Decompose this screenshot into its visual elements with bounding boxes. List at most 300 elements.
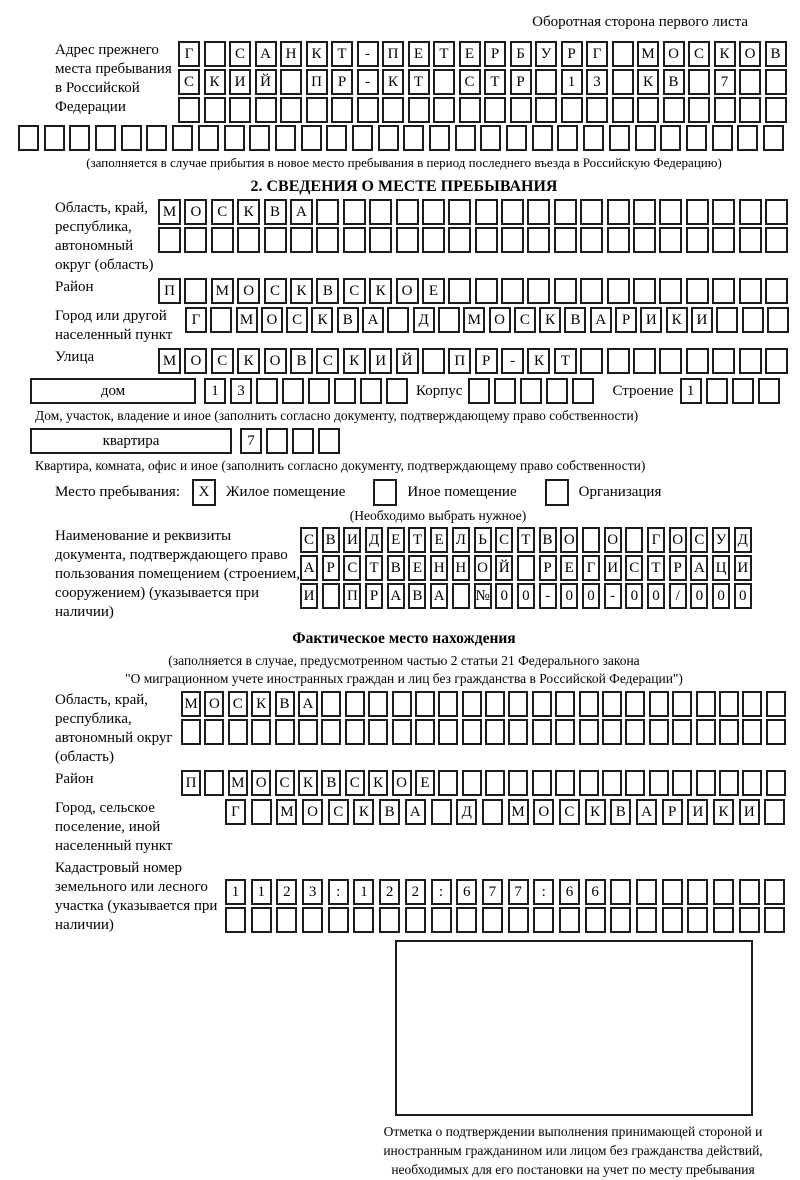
form-cell[interactable] [44, 125, 65, 151]
form-cell[interactable]: Н [280, 41, 302, 67]
form-cell[interactable] [764, 799, 785, 825]
form-cell[interactable] [635, 125, 656, 151]
form-cell[interactable]: А [300, 555, 318, 581]
form-cell[interactable]: 1 [561, 69, 583, 95]
form-cell[interactable] [532, 691, 552, 717]
form-cell[interactable]: П [306, 69, 328, 95]
form-cell[interactable]: И [739, 799, 760, 825]
form-cell[interactable]: Д [456, 799, 477, 825]
form-cell[interactable]: 3 [302, 879, 323, 905]
form-cell[interactable] [184, 278, 207, 304]
form-cell[interactable] [429, 125, 450, 151]
form-cell[interactable]: М [181, 691, 201, 717]
form-cell[interactable]: - [357, 41, 379, 67]
form-cell[interactable] [719, 691, 739, 717]
form-cell[interactable] [633, 278, 656, 304]
form-cell[interactable]: / [669, 583, 687, 609]
form-cell[interactable]: Б [510, 41, 532, 67]
form-cell[interactable] [369, 227, 392, 253]
form-cell[interactable] [422, 348, 445, 374]
form-cell[interactable] [484, 97, 506, 123]
form-cell[interactable] [660, 125, 681, 151]
form-cell[interactable]: С [690, 527, 708, 553]
form-cell[interactable]: К [343, 348, 366, 374]
form-cell[interactable] [659, 227, 682, 253]
form-cell[interactable] [719, 770, 739, 796]
form-cell[interactable]: 0 [625, 583, 643, 609]
form-cell[interactable]: С [211, 348, 234, 374]
form-cell[interactable] [546, 378, 568, 404]
form-cell[interactable] [510, 97, 532, 123]
form-cell[interactable] [602, 691, 622, 717]
form-cell[interactable] [686, 227, 709, 253]
form-cell[interactable] [659, 278, 682, 304]
form-cell[interactable] [326, 125, 347, 151]
form-cell[interactable]: Д [365, 527, 383, 553]
form-cell[interactable] [713, 879, 734, 905]
form-cell[interactable]: Ц [712, 555, 730, 581]
form-cell[interactable]: М [276, 799, 297, 825]
form-cell[interactable]: - [604, 583, 622, 609]
form-cell[interactable]: К [714, 41, 736, 67]
form-cell[interactable]: И [734, 555, 752, 581]
form-cell[interactable] [181, 719, 201, 745]
form-cell[interactable]: 6 [456, 879, 477, 905]
form-cell[interactable]: Л [452, 527, 470, 553]
form-cell[interactable]: О [237, 278, 260, 304]
form-cell[interactable] [178, 97, 200, 123]
form-cell[interactable] [448, 278, 471, 304]
form-cell[interactable] [280, 97, 302, 123]
form-cell[interactable]: С [559, 799, 580, 825]
form-cell[interactable]: Д [734, 527, 752, 553]
form-cell[interactable]: П [448, 348, 471, 374]
form-cell[interactable] [204, 41, 226, 67]
form-cell[interactable] [386, 378, 408, 404]
form-cell[interactable]: Н [430, 555, 448, 581]
form-cell[interactable] [625, 770, 645, 796]
form-cell[interactable] [228, 719, 248, 745]
form-cell[interactable]: О [560, 527, 578, 553]
form-cell[interactable]: А [290, 199, 313, 225]
form-cell[interactable] [609, 125, 630, 151]
form-cell[interactable] [405, 907, 426, 933]
form-cell[interactable] [18, 125, 39, 151]
form-cell[interactable]: В [264, 199, 287, 225]
form-cell[interactable] [612, 41, 634, 67]
form-cell[interactable]: М [211, 278, 234, 304]
form-cell[interactable]: К [527, 348, 550, 374]
form-cell[interactable]: 0 [495, 583, 513, 609]
form-cell[interactable] [422, 227, 445, 253]
form-cell[interactable]: С [178, 69, 200, 95]
form-cell[interactable] [572, 378, 594, 404]
form-cell[interactable]: Г [225, 799, 246, 825]
form-cell[interactable] [535, 69, 557, 95]
form-cell[interactable]: Г [586, 41, 608, 67]
form-cell[interactable]: Т [408, 69, 430, 95]
form-cell[interactable] [696, 719, 716, 745]
form-cell[interactable] [485, 719, 505, 745]
form-cell[interactable]: М [637, 41, 659, 67]
form-cell[interactable]: С [328, 799, 349, 825]
form-cell[interactable] [765, 97, 787, 123]
form-cell[interactable] [662, 879, 683, 905]
form-cell[interactable]: К [666, 307, 688, 333]
form-cell[interactable] [237, 227, 260, 253]
form-cell[interactable]: С [345, 770, 365, 796]
form-cell[interactable]: Е [415, 770, 435, 796]
form-cell[interactable] [379, 907, 400, 933]
form-cell[interactable] [433, 97, 455, 123]
form-cell[interactable] [438, 770, 458, 796]
form-cell[interactable] [737, 125, 758, 151]
form-cell[interactable] [396, 199, 419, 225]
form-cell[interactable]: 0 [690, 583, 708, 609]
form-cell[interactable] [686, 125, 707, 151]
form-cell[interactable] [649, 719, 669, 745]
form-cell[interactable]: О [264, 348, 287, 374]
form-cell[interactable] [579, 770, 599, 796]
form-cell[interactable]: В [663, 69, 685, 95]
form-cell[interactable] [554, 278, 577, 304]
form-cell[interactable] [501, 227, 524, 253]
form-cell[interactable] [580, 227, 603, 253]
form-cell[interactable] [482, 907, 503, 933]
form-cell[interactable]: О [261, 307, 283, 333]
form-cell[interactable] [637, 97, 659, 123]
form-cell[interactable] [696, 691, 716, 717]
form-cell[interactable] [249, 125, 270, 151]
form-cell[interactable] [501, 199, 524, 225]
form-cell[interactable] [251, 719, 271, 745]
form-cell[interactable] [475, 278, 498, 304]
form-cell[interactable]: 2 [276, 879, 297, 905]
form-cell[interactable] [306, 97, 328, 123]
form-cell[interactable]: С [229, 41, 251, 67]
form-cell[interactable]: Т [554, 348, 577, 374]
form-cell[interactable]: П [181, 770, 201, 796]
form-cell[interactable] [282, 378, 304, 404]
form-cell[interactable] [532, 125, 553, 151]
form-cell[interactable]: Е [459, 41, 481, 67]
form-cell[interactable] [555, 770, 575, 796]
form-cell[interactable]: Й [396, 348, 419, 374]
form-cell[interactable]: Е [422, 278, 445, 304]
form-cell[interactable]: - [357, 69, 379, 95]
form-cell[interactable]: А [387, 583, 405, 609]
form-cell[interactable] [582, 527, 600, 553]
form-cell[interactable] [739, 879, 760, 905]
form-cell[interactable] [392, 691, 412, 717]
form-cell[interactable] [211, 227, 234, 253]
form-cell[interactable]: Р [662, 799, 683, 825]
form-cell[interactable] [321, 719, 341, 745]
form-cell[interactable]: А [405, 799, 426, 825]
form-cell[interactable]: К [382, 69, 404, 95]
form-cell[interactable]: П [343, 583, 361, 609]
form-cell[interactable]: К [713, 799, 734, 825]
form-cell[interactable] [275, 125, 296, 151]
form-cell[interactable] [765, 348, 788, 374]
form-cell[interactable]: С [688, 41, 710, 67]
form-cell[interactable]: О [396, 278, 419, 304]
form-cell[interactable] [739, 97, 761, 123]
form-cell[interactable] [712, 348, 735, 374]
form-cell[interactable] [712, 227, 735, 253]
form-cell[interactable]: В [610, 799, 631, 825]
form-cell[interactable]: В [408, 583, 426, 609]
form-cell[interactable]: К [237, 199, 260, 225]
form-cell[interactable] [352, 125, 373, 151]
form-cell[interactable]: Г [582, 555, 600, 581]
form-cell[interactable]: В [387, 555, 405, 581]
form-cell[interactable] [583, 125, 604, 151]
form-cell[interactable] [607, 278, 630, 304]
form-cell[interactable] [713, 907, 734, 933]
form-cell[interactable]: Р [322, 555, 340, 581]
form-cell[interactable] [559, 907, 580, 933]
form-cell[interactable] [649, 770, 669, 796]
form-cell[interactable]: 3 [230, 378, 252, 404]
form-cell[interactable]: К [369, 278, 392, 304]
form-cell[interactable] [494, 378, 516, 404]
form-cell[interactable]: С [316, 348, 339, 374]
form-cell[interactable]: 0 [582, 583, 600, 609]
form-cell[interactable]: П [158, 278, 181, 304]
form-cell[interactable]: К [290, 278, 313, 304]
form-cell[interactable] [649, 691, 669, 717]
form-cell[interactable]: М [508, 799, 529, 825]
form-cell[interactable] [579, 719, 599, 745]
form-cell[interactable] [403, 125, 424, 151]
form-cell[interactable]: А [362, 307, 384, 333]
form-cell[interactable] [706, 378, 728, 404]
form-cell[interactable] [712, 125, 733, 151]
stay-type-checkbox-other[interactable] [373, 479, 397, 506]
form-cell[interactable] [561, 97, 583, 123]
form-cell[interactable] [508, 691, 528, 717]
form-cell[interactable]: С [300, 527, 318, 553]
form-cell[interactable] [459, 97, 481, 123]
form-cell[interactable] [276, 907, 297, 933]
form-cell[interactable] [758, 378, 780, 404]
form-cell[interactable]: Ь [474, 527, 492, 553]
form-cell[interactable] [765, 227, 788, 253]
form-cell[interactable]: К [585, 799, 606, 825]
form-cell[interactable] [316, 199, 339, 225]
form-cell[interactable] [636, 879, 657, 905]
form-cell[interactable]: И [604, 555, 622, 581]
form-cell[interactable]: Д [413, 307, 435, 333]
form-cell[interactable] [229, 97, 251, 123]
form-cell[interactable]: Й [495, 555, 513, 581]
form-cell[interactable] [766, 719, 786, 745]
form-cell[interactable]: Р [615, 307, 637, 333]
form-cell[interactable] [633, 227, 656, 253]
form-cell[interactable] [438, 307, 460, 333]
form-cell[interactable]: 2 [379, 879, 400, 905]
form-cell[interactable]: К [353, 799, 374, 825]
form-cell[interactable]: № [474, 583, 492, 609]
form-cell[interactable]: И [343, 527, 361, 553]
form-cell[interactable]: Й [255, 69, 277, 95]
form-cell[interactable] [204, 719, 224, 745]
form-cell[interactable] [607, 348, 630, 374]
form-cell[interactable]: К [637, 69, 659, 95]
form-cell[interactable]: К [311, 307, 333, 333]
form-cell[interactable] [672, 770, 692, 796]
form-cell[interactable]: К [251, 691, 271, 717]
form-cell[interactable] [555, 691, 575, 717]
form-cell[interactable] [506, 125, 527, 151]
form-cell[interactable] [480, 125, 501, 151]
form-cell[interactable]: В [765, 41, 787, 67]
form-cell[interactable]: И [369, 348, 392, 374]
form-cell[interactable]: 7 [240, 428, 262, 454]
form-cell[interactable]: О [474, 555, 492, 581]
form-cell[interactable]: Р [475, 348, 498, 374]
form-cell[interactable] [146, 125, 167, 151]
form-cell[interactable] [343, 199, 366, 225]
form-cell[interactable] [290, 227, 313, 253]
form-cell[interactable] [739, 69, 761, 95]
form-cell[interactable]: Т [517, 527, 535, 553]
form-cell[interactable]: - [501, 348, 524, 374]
form-cell[interactable] [431, 799, 452, 825]
form-cell[interactable] [415, 719, 435, 745]
form-cell[interactable]: 7 [714, 69, 736, 95]
form-cell[interactable] [686, 278, 709, 304]
form-cell[interactable] [353, 907, 374, 933]
form-cell[interactable] [610, 907, 631, 933]
form-cell[interactable] [69, 125, 90, 151]
form-cell[interactable]: С [514, 307, 536, 333]
form-cell[interactable]: О [184, 348, 207, 374]
form-cell[interactable]: Т [331, 41, 353, 67]
form-cell[interactable]: С [264, 278, 287, 304]
form-cell[interactable]: К [204, 69, 226, 95]
form-cell[interactable] [172, 125, 193, 151]
form-cell[interactable] [766, 770, 786, 796]
form-cell[interactable]: 2 [405, 879, 426, 905]
form-cell[interactable]: Е [408, 555, 426, 581]
form-cell[interactable]: О [663, 41, 685, 67]
form-cell[interactable]: Г [647, 527, 665, 553]
form-cell[interactable]: С [275, 770, 295, 796]
form-cell[interactable] [508, 719, 528, 745]
form-cell[interactable] [625, 719, 645, 745]
form-cell[interactable] [316, 227, 339, 253]
form-cell[interactable] [742, 691, 762, 717]
form-cell[interactable]: Т [647, 555, 665, 581]
form-cell[interactable]: М [236, 307, 258, 333]
form-cell[interactable]: 1 [225, 879, 246, 905]
form-cell[interactable] [415, 691, 435, 717]
form-cell[interactable]: Н [452, 555, 470, 581]
form-cell[interactable] [292, 428, 314, 454]
form-cell[interactable] [382, 97, 404, 123]
form-cell[interactable]: Е [430, 527, 448, 553]
form-cell[interactable] [462, 691, 482, 717]
form-cell[interactable] [368, 691, 388, 717]
form-cell[interactable] [452, 583, 470, 609]
form-cell[interactable] [732, 378, 754, 404]
form-cell[interactable]: Е [408, 41, 430, 67]
form-cell[interactable]: К [539, 307, 561, 333]
form-cell[interactable] [739, 227, 762, 253]
form-cell[interactable]: Т [433, 41, 455, 67]
form-cell[interactable] [742, 307, 764, 333]
form-cell[interactable] [225, 907, 246, 933]
form-cell[interactable] [210, 307, 232, 333]
form-cell[interactable] [739, 278, 762, 304]
form-cell[interactable]: Р [365, 583, 383, 609]
form-cell[interactable] [251, 799, 272, 825]
form-cell[interactable]: О [184, 199, 207, 225]
form-cell[interactable]: М [228, 770, 248, 796]
form-cell[interactable]: М [463, 307, 485, 333]
form-cell[interactable]: А [590, 307, 612, 333]
form-cell[interactable] [475, 227, 498, 253]
form-cell[interactable] [580, 199, 603, 225]
form-cell[interactable] [672, 691, 692, 717]
form-cell[interactable] [535, 97, 557, 123]
form-cell[interactable]: Г [178, 41, 200, 67]
form-cell[interactable] [764, 907, 785, 933]
form-cell[interactable] [517, 555, 535, 581]
form-cell[interactable]: А [255, 41, 277, 67]
form-cell[interactable] [485, 691, 505, 717]
form-cell[interactable] [357, 97, 379, 123]
form-cell[interactable] [462, 719, 482, 745]
form-cell[interactable]: В [337, 307, 359, 333]
form-cell[interactable]: 0 [560, 583, 578, 609]
form-cell[interactable] [255, 97, 277, 123]
form-cell[interactable] [688, 69, 710, 95]
form-cell[interactable]: С [459, 69, 481, 95]
form-cell[interactable] [328, 907, 349, 933]
form-cell[interactable] [520, 378, 542, 404]
form-cell[interactable] [527, 227, 550, 253]
form-cell[interactable] [475, 199, 498, 225]
form-cell[interactable] [739, 907, 760, 933]
form-cell[interactable]: У [712, 527, 730, 553]
form-cell[interactable] [433, 69, 455, 95]
form-cell[interactable]: 1 [204, 378, 226, 404]
form-cell[interactable] [696, 770, 716, 796]
form-cell[interactable] [482, 799, 503, 825]
form-cell[interactable]: А [690, 555, 708, 581]
stay-type-checkbox-residential[interactable]: X [192, 479, 216, 506]
form-cell[interactable] [763, 125, 784, 151]
form-cell[interactable] [204, 770, 224, 796]
form-cell[interactable] [607, 199, 630, 225]
form-cell[interactable]: И [687, 799, 708, 825]
form-cell[interactable]: С [343, 555, 361, 581]
form-cell[interactable]: 0 [647, 583, 665, 609]
form-cell[interactable] [662, 907, 683, 933]
form-cell[interactable] [688, 97, 710, 123]
form-cell[interactable] [343, 227, 366, 253]
form-cell[interactable] [625, 527, 643, 553]
form-cell[interactable] [602, 719, 622, 745]
form-cell[interactable]: С [343, 278, 366, 304]
form-cell[interactable]: Т [365, 555, 383, 581]
form-cell[interactable] [95, 125, 116, 151]
form-cell[interactable]: Г [185, 307, 207, 333]
form-cell[interactable]: Р [669, 555, 687, 581]
